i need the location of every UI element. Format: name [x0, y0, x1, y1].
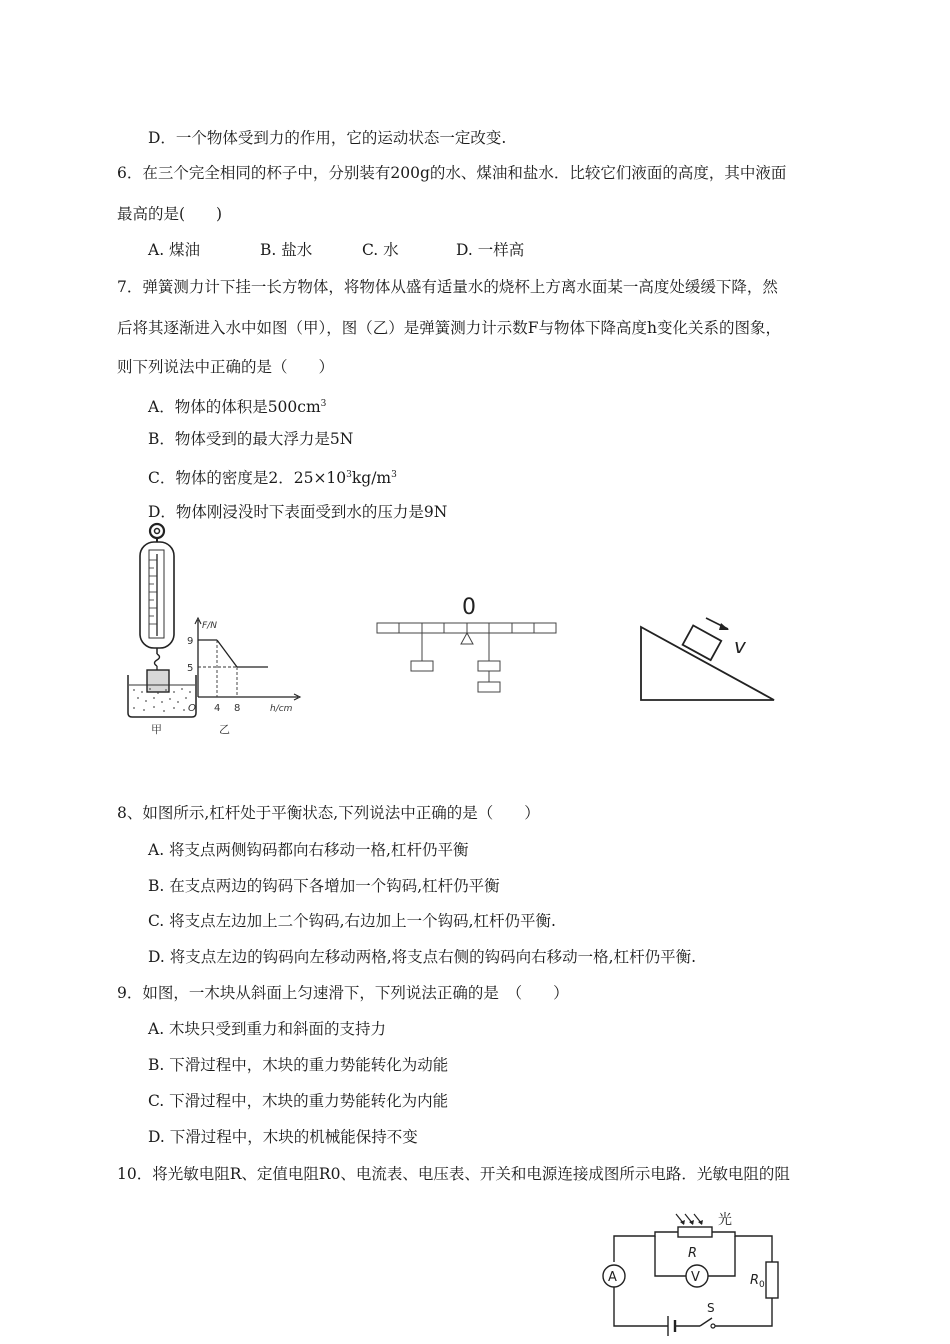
- q8-option-a: A. 将支点两侧钩码都向右移动一格,杠杆仍平衡: [148, 841, 469, 859]
- q9-option-d: D. 下滑过程中，木块的机械能保持不变: [148, 1128, 418, 1146]
- y-tick-5: 5: [187, 663, 194, 674]
- q8-option-b: B. 在支点两边的钩码下各增加一个钩码,杠杆仍平衡: [148, 877, 500, 895]
- q7-option-c: C．物体的密度是2．$25\times 10^3kg/m^3$: [148, 469, 397, 487]
- label-yi: 乙: [219, 723, 230, 736]
- figure-spring-scale: [118, 520, 308, 740]
- q7-stem-line1: 7．弹簧测力计下挂一长方物体，将物体从盛有适量水的烧杯上方离水面某一高度处缓缓下降，然: [117, 278, 778, 296]
- q9-option-c: C. 下滑过程中，木块的重力势能转化为内能: [148, 1092, 449, 1110]
- q6-option-a: A. 煤油: [148, 241, 201, 259]
- q7-option-b: B．物体受到的最大浮力是5N: [148, 430, 354, 448]
- f-h-graph: [187, 618, 300, 736]
- q6-stem-line2: 最高的是( ): [117, 205, 223, 223]
- q6-option-d: D. 一样高: [456, 241, 525, 259]
- q7-option-d: D．物体刚浸没时下表面受到水的压力是9N: [148, 503, 448, 521]
- q8-stem: 8、如图所示,杠杆处于平衡状态,下列说法中正确的是（ ）: [117, 804, 540, 822]
- q6-options: [148, 240, 524, 260]
- q8-option-d: D. 将支点左边的钩码向左移动两格,将支点右侧的钩码向右移动一格,杠杆仍平衡.: [148, 948, 697, 966]
- q7-option-a: A．物体的体积是$500cm^3$: [148, 398, 327, 416]
- figure-lever: [370, 588, 570, 700]
- wooden-block: [683, 625, 722, 660]
- q7-stem-line3: 则下列说法中正确的是（ ）: [117, 358, 335, 376]
- graph-ylabel: F/N: [202, 621, 217, 631]
- figure-circuit: [600, 1206, 800, 1338]
- label-jia: 甲: [151, 723, 162, 736]
- right-weight-1: [478, 661, 500, 671]
- q9-stem: 9．如图，一木块从斜面上匀速滑下，下列说法正确的是 （ ）: [117, 984, 569, 1002]
- q6-option-b: B. 盐水: [260, 241, 313, 259]
- q6-stem-line1: 6．在三个完全相同的杯子中，分别装有200g的水、煤油和盐水．比较它们液面的高度，其中液面: [117, 164, 787, 182]
- x-tick-4: 4: [214, 703, 221, 714]
- q10-stem-line1: 10．将光敏电阻R、定值电阻R0、电流表、电压表、开关和电源连接成图所示电路．光敏电阻的阻: [117, 1165, 790, 1183]
- y-tick-9: 9: [187, 636, 194, 647]
- r0-label: $R_0$: [750, 1273, 765, 1290]
- right-weight-2: [478, 682, 500, 692]
- fulcrum-label: 0: [462, 595, 476, 620]
- light-label: 光: [718, 1212, 732, 1228]
- origin-label: O: [188, 703, 196, 714]
- q5-option-d: D．一个物体受到力的作用，它的运动状态一定改变.: [148, 129, 507, 147]
- q7-stem-line2: 后将其逐渐进入水中如图（甲），图（乙）是弹簧测力计示数F与物体下降高度h变化关系的图象，: [117, 319, 781, 337]
- q6-option-c: C. 水: [362, 241, 399, 259]
- switch-label: S: [707, 1301, 715, 1315]
- q9-option-b: B. 下滑过程中，木块的重力势能转化为动能: [148, 1056, 449, 1074]
- voltmeter-label: V: [691, 1270, 700, 1285]
- velocity-label: v: [734, 634, 746, 658]
- figure-incline: [636, 605, 782, 705]
- left-weight: [411, 661, 433, 671]
- ammeter-label: A: [608, 1270, 617, 1285]
- q8-option-c: C. 将支点左边加上二个钩码,右边加上一个钩码,杠杆仍平衡.: [148, 912, 556, 930]
- graph-xlabel: h/cm: [270, 704, 293, 714]
- fixed-resistor: [766, 1262, 778, 1298]
- switch: [700, 1318, 712, 1326]
- q9-option-a: A. 木块只受到重力和斜面的支持力: [148, 1020, 387, 1038]
- x-tick-8: 8: [234, 703, 241, 714]
- photoresistor: [678, 1227, 712, 1237]
- r-label: R: [688, 1246, 698, 1261]
- fulcrum-triangle: [461, 633, 473, 644]
